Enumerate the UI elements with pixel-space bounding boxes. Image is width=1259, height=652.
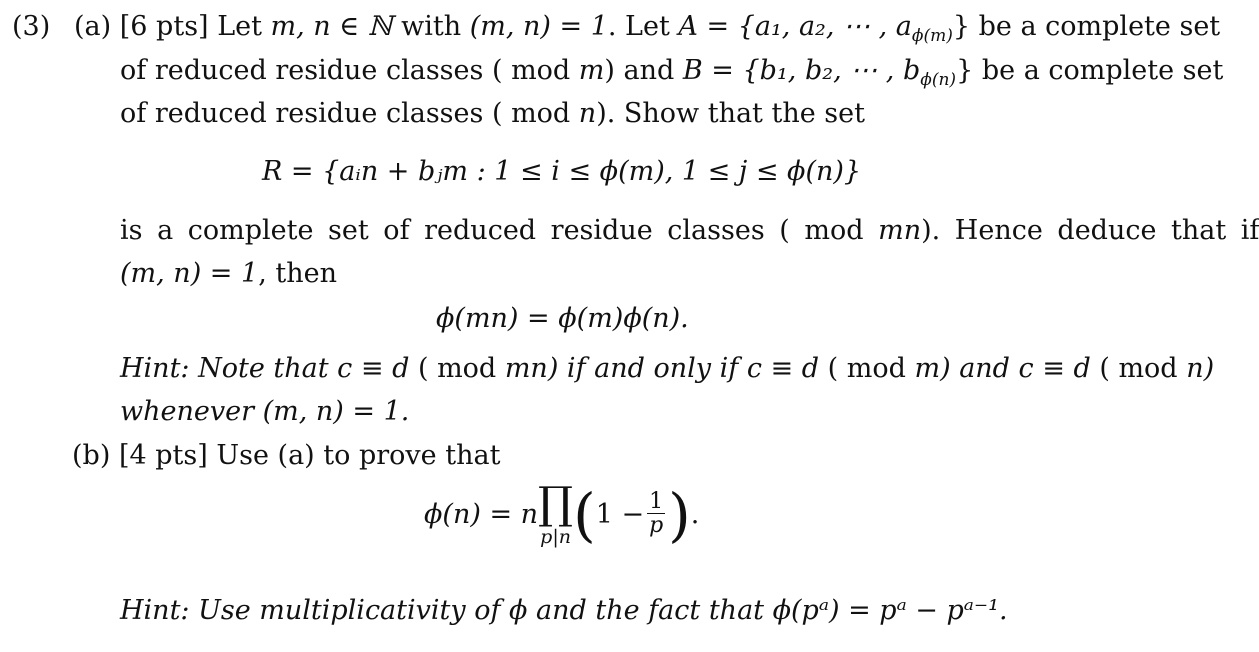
- text-reduced-classes-2: of reduced residue classes ( mod: [120, 98, 579, 129]
- text-show-set: ). Show that the set: [596, 98, 865, 129]
- text-and: ) and: [604, 55, 683, 86]
- math-vars: m, n ∈ ℕ: [270, 11, 393, 42]
- text-with: with: [392, 11, 470, 42]
- part-a-label: (a): [74, 11, 112, 42]
- math-set-b: B = {b₁, b₂, ⋯ , b: [682, 55, 921, 86]
- part-a-line-1: [74, 10, 1220, 44]
- hint-a-line-1: [120, 352, 1214, 386]
- hint-mod-2: ( mod: [819, 353, 915, 384]
- part-a-line-4: [120, 214, 1259, 248]
- text-let: Let: [217, 11, 271, 42]
- hint-n: n: [1186, 353, 1204, 384]
- product-index: p|n: [540, 526, 571, 548]
- hint-label: Hint: Note that: [120, 353, 338, 384]
- hint-iff: ) if and only if: [547, 353, 747, 384]
- equation-phi-mn: ϕ(mn) = ϕ(m)ϕ(n).: [436, 303, 689, 334]
- text-complete-set: be a complete set: [970, 11, 1221, 42]
- math-set-b-sub: ϕ(n): [920, 70, 957, 90]
- text-hence: ). Hence deduce that if: [921, 215, 1259, 246]
- equation-product: [424, 478, 700, 549]
- paren-open: (: [573, 480, 596, 549]
- math-set-a-close: }: [952, 11, 971, 42]
- math-set-a: A = {a₁, a₂, ⋯ , a: [678, 11, 912, 42]
- math-mn: mn: [878, 215, 922, 246]
- hint-gcd: (m, n) = 1.: [262, 396, 410, 427]
- part-a-line-5: [120, 257, 337, 291]
- hint-math-1: c ≡ d: [337, 353, 410, 384]
- math-set-b-close: }: [956, 55, 974, 86]
- math-gcd: (m, n) = 1: [469, 11, 608, 42]
- fraction: [647, 491, 665, 538]
- math-n: n: [578, 98, 597, 129]
- eq-lhs: ϕ(n) = n: [424, 499, 539, 530]
- math-m: m: [578, 55, 605, 86]
- hint-mod-1: ( mod: [409, 353, 505, 384]
- math-set-a-sub: ϕ(m): [911, 26, 953, 46]
- hint-b: Hint: Use multiplicativity of ϕ and the fact that ϕ(pᵃ) = pᵃ − pᵃ⁻¹.: [120, 595, 1008, 626]
- part-b-line-1: [72, 439, 500, 473]
- hint-math-3: c ≡ d: [1018, 353, 1091, 384]
- part-b-label: (b): [72, 440, 111, 471]
- hint-math-2: c ≡ d: [746, 353, 820, 384]
- part-b-text: Use (a) to prove that: [216, 440, 501, 471]
- product-operator: [538, 478, 574, 548]
- hint-close: ): [1203, 353, 1215, 384]
- one-minus: 1 −: [595, 499, 645, 530]
- hint-whenever: whenever: [120, 396, 263, 427]
- hint-mod-3: ( mod: [1090, 353, 1187, 384]
- equation-r: R = {aᵢn + bⱼm : 1 ≤ i ≤ ϕ(m), 1 ≤ j ≤ ϕ(n)}: [262, 156, 862, 187]
- paren-close: ): [668, 480, 691, 549]
- fraction-denominator: p: [649, 513, 664, 538]
- text-let-2: . Let: [607, 11, 679, 42]
- fraction-numerator: 1: [649, 489, 664, 514]
- product-symbol: ∏: [538, 478, 574, 529]
- hint-a-line-2: [120, 395, 409, 429]
- text-then: , then: [258, 258, 337, 289]
- hint-mn: mn: [504, 353, 548, 384]
- text-complete-set-2: be a complete set: [973, 55, 1224, 86]
- question-number: (3): [12, 11, 51, 42]
- hint-and: ) and: [940, 353, 1019, 384]
- eq-end: .: [690, 499, 700, 530]
- math-gcd-2: (m, n) = 1: [120, 258, 259, 289]
- hint-m: m: [914, 353, 941, 384]
- text-is-complete: is a complete set of reduced residue classes ( mod: [120, 215, 879, 246]
- part-a-line-2: [120, 54, 1223, 88]
- text-reduced-classes: of reduced residue classes ( mod: [120, 55, 579, 86]
- part-b-points: [4 pts]: [118, 440, 208, 471]
- part-a-line-3: [120, 97, 865, 131]
- part-a-points: [6 pts]: [119, 11, 209, 42]
